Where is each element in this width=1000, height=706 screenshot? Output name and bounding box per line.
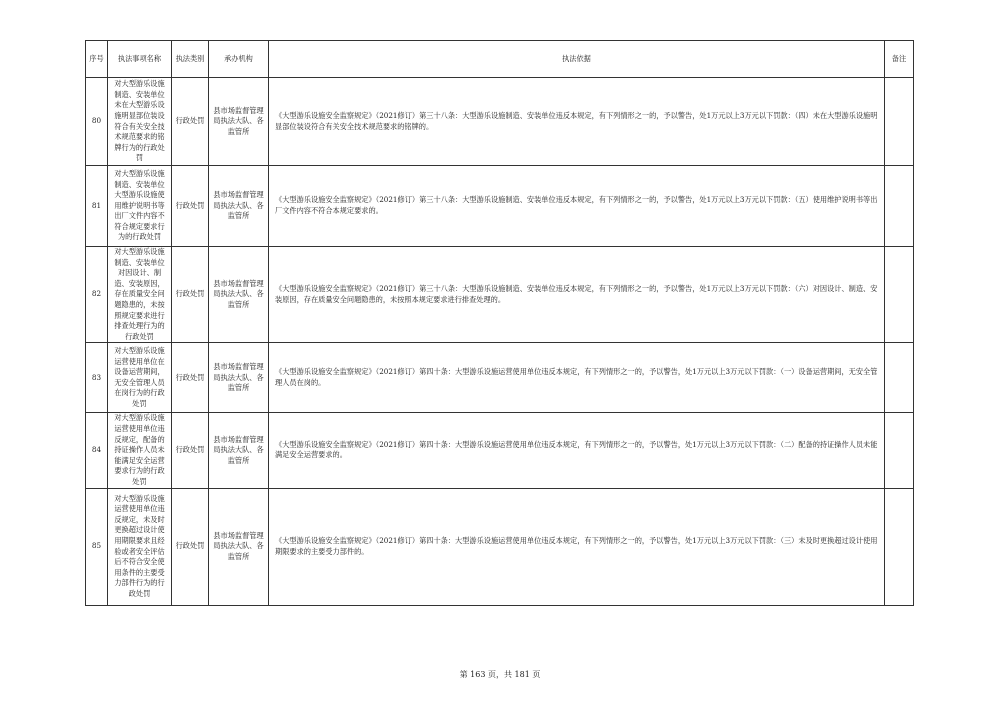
row-basis: 《大型游乐设施安全监察规定》（2021修订）第四十条：大型游乐设施运营使用单位违反本规定，有下列情形之一的，予以警告，处1万元以上3万元以下罚款：（三）未及时更换超过设计使用期限要求的主要受力部件的。	[269, 488, 885, 605]
row-no: 80	[86, 78, 108, 166]
table-row	[86, 166, 914, 247]
table-row	[86, 488, 914, 605]
row-type: 行政处罚	[172, 247, 209, 343]
row-remark	[885, 247, 914, 343]
row-basis: 《大型游乐设施安全监察规定》（2021修订）第四十条：大型游乐设施运营使用单位违反本规定，有下列情形之一的，予以警告，处1万元以上3万元以下罚款：（二）配备的持证操作人员未能满足安全运营要求的。	[269, 413, 885, 488]
row-basis: 《大型游乐设施安全监察规定》（2021修订）第四十条：大型游乐设施运营使用单位违反本规定，有下列情形之一的，予以警告，处1万元以上3万元以下罚款：（一）设备运营期间，无安全管理人员在岗的。	[269, 343, 885, 413]
row-name: 对大型游乐设施运营使用单位违反规定，未及时更换超过设计使用期限要求且经验或者安全评估后不符合安全使用条件的主要受力部件行为的行政处罚	[108, 488, 172, 605]
row-no: 81	[86, 166, 108, 247]
row-name: 对大型游乐设施运营使用单位违反规定，配备的持证操作人员未能满足安全运营要求行为的行政处罚	[108, 413, 172, 488]
row-remark	[885, 166, 914, 247]
table-row	[86, 247, 914, 343]
row-type: 行政处罚	[172, 343, 209, 413]
row-remark	[885, 343, 914, 413]
row-remark	[885, 413, 914, 488]
header-name: 执法事项名称	[108, 41, 172, 78]
row-no: 82	[86, 247, 108, 343]
row-type: 行政处罚	[172, 413, 209, 488]
page-number: 第 163 页，共 181 页	[459, 670, 541, 679]
row-type: 行政处罚	[172, 488, 209, 605]
table-row	[86, 78, 914, 166]
enforcement-table	[85, 40, 914, 606]
row-org: 县市场监督管理局执法大队、各监管所	[209, 413, 269, 488]
row-name: 对大型游乐设施运营使用单位在设备运营期间，无安全管理人员在岗行为的行政处罚	[108, 343, 172, 413]
row-org: 县市场监督管理局执法大队、各监管所	[209, 343, 269, 413]
row-no: 84	[86, 413, 108, 488]
table-row	[86, 343, 914, 413]
table-row	[86, 413, 914, 488]
row-name: 对大型游乐设施制造、安装单位未在大型游乐设施明显部位装设符合有关安全技术规范要求的铭牌行为的行政处罚	[108, 78, 172, 166]
header-remark: 备注	[885, 41, 914, 78]
row-org: 县市场监督管理局执法大队、各监管所	[209, 247, 269, 343]
row-org: 县市场监督管理局执法大队、各监管所	[209, 78, 269, 166]
row-no: 85	[86, 488, 108, 605]
row-org: 县市场监督管理局执法大队、各监管所	[209, 488, 269, 605]
row-name: 对大型游乐设施制造、安装单位大型游乐设施使用维护说明书等出厂文件内容不符合规定要求行为的行政处罚	[108, 166, 172, 247]
row-type: 行政处罚	[172, 78, 209, 166]
row-basis: 《大型游乐设施安全监察规定》（2021修订）第三十八条：大型游乐设施制造、安装单位违反本规定，有下列情形之一的，予以警告，处1万元以上3万元以下罚款：（六）对因设计、制造、安装原因，存在质量安全问题隐患的，未按照本规定要求进行排查处理的。	[269, 247, 885, 343]
row-org: 县市场监督管理局执法大队、各监管所	[209, 166, 269, 247]
header-no: 序号	[86, 41, 108, 78]
header-type: 执法类别	[172, 41, 209, 78]
header-org: 承办机构	[209, 41, 269, 78]
table-header-row	[86, 41, 914, 78]
row-name: 对大型游乐设施制造、安装单位对因设计、制造、安装原因，存在质量安全问题隐患的，未按照规定要求进行排查处理行为的行政处罚	[108, 247, 172, 343]
row-basis: 《大型游乐设施安全监察规定》（2021修订）第三十八条：大型游乐设施制造、安装单位违反本规定，有下列情形之一的，予以警告，处1万元以上3万元以下罚款：（五）使用维护说明书等出厂文件内容不符合本规定要求的。	[269, 166, 885, 247]
row-remark	[885, 488, 914, 605]
row-remark	[885, 78, 914, 166]
row-no: 83	[86, 343, 108, 413]
row-type: 行政处罚	[172, 166, 209, 247]
header-basis: 执法依据	[269, 41, 885, 78]
row-basis: 《大型游乐设施安全监察规定》（2021修订）第三十八条：大型游乐设施制造、安装单位违反本规定，有下列情形之一的，予以警告，处1万元以上3万元以下罚款：（四）未在大型游乐设施明显部位装设符合有关安全技术规范要求的铭牌的。	[269, 78, 885, 166]
